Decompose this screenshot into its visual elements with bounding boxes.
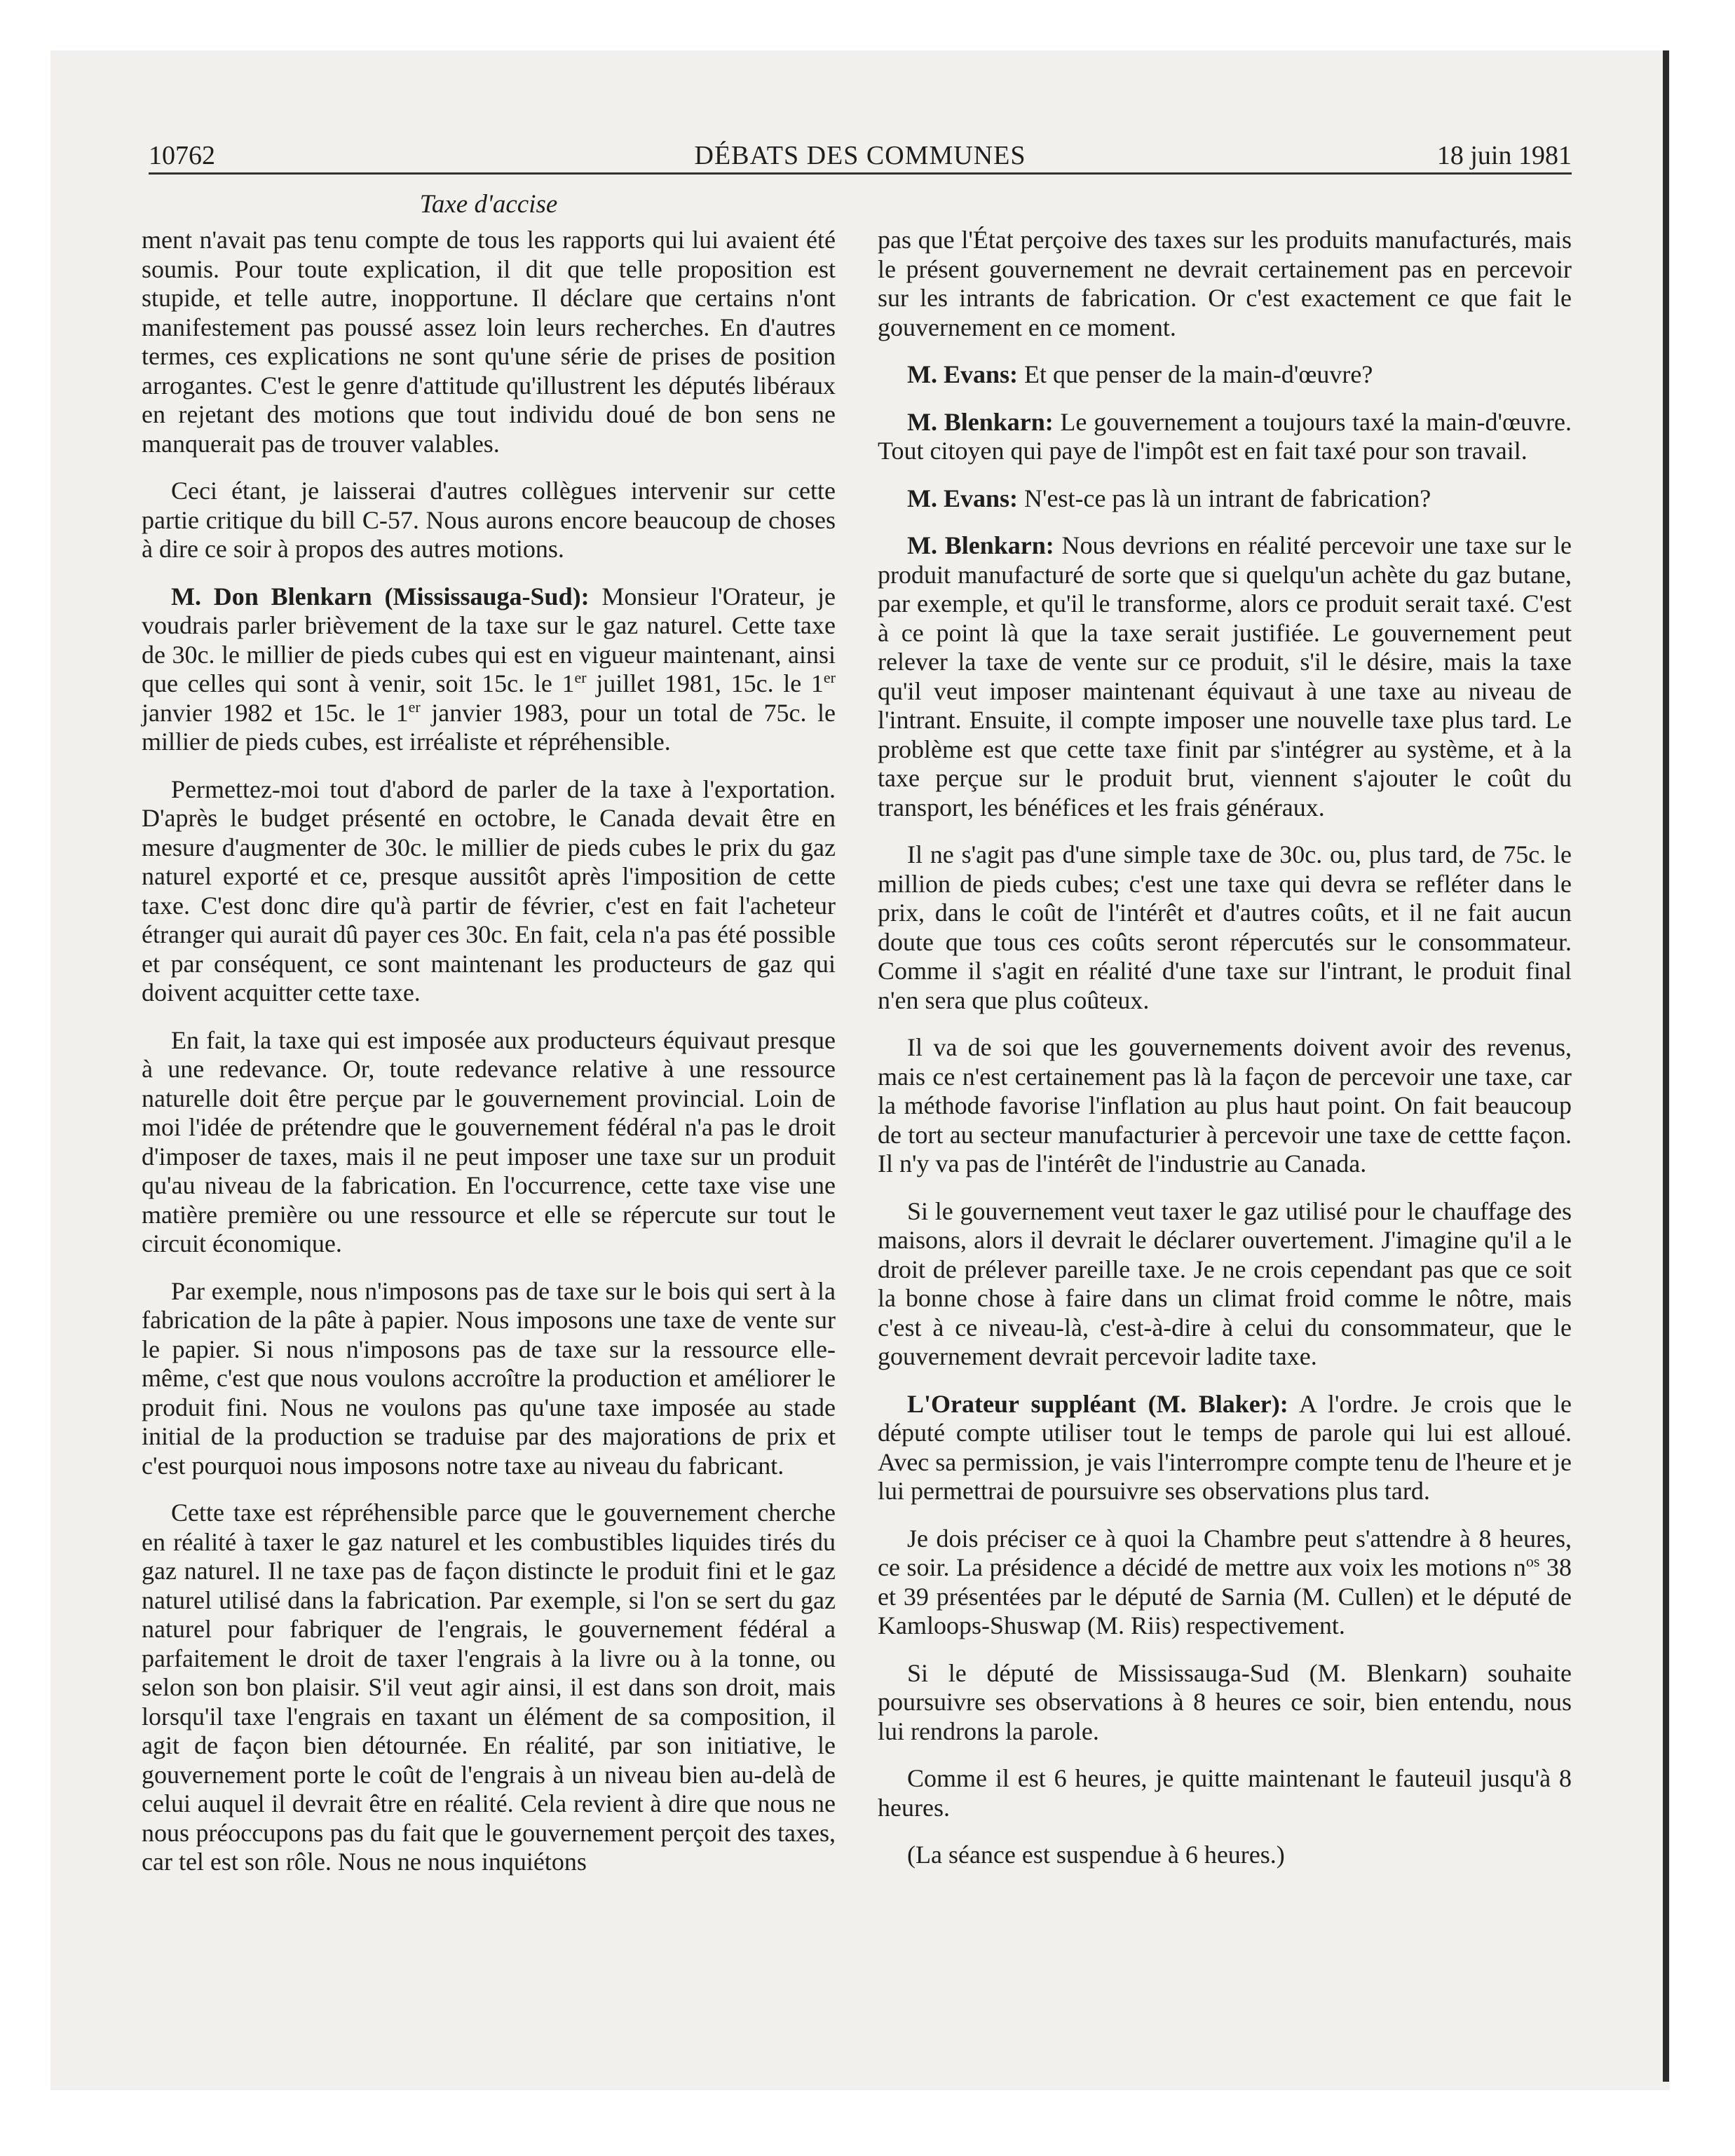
procedural-note: (La séance est suspendue à 6 heures.) [907, 1841, 1285, 1869]
paragraph: Il ne s'agit pas d'une simple taxe de 30c. ou, plus tard, de 75c. le million de pieds cubes; c'est une taxe qui devra se refléter dans le prix, dans le coût de l'intérêt et d'autres coûts, et il ne fait aucun doute que tous ces coûts seront répercutés sur le consommateur. Comme il s'agit en réalité d'une taxe sur l'intrant, le produit final n'en sera que plus coûteux. [878, 840, 1572, 1014]
speaker-name: M. Don Blenkarn (Mississauga-Sud): [171, 582, 590, 610]
speaker-name: M. Blenkarn: [907, 531, 1054, 559]
paragraph: Ceci étant, je laisserai d'autres collègues intervenir sur cette partie critique du bill C-57. Nous aurons encore beaucoup de choses à dire ce soir à propos des autres motions. [142, 477, 836, 563]
paragraph: Cette taxe est répréhensible parce que le gouvernement cherche en réalité à taxer le gaz naturel et les combustibles liquides tirés du gaz naturel. Il ne taxe pas de façon distincte le produit fini et le gaz naturel utilisé dans la fabrication. Par exemple, si l'on se sert du gaz naturel pour fabriquer de l'engrais, le gouvernement fédéral a parfaitement le droit de taxer l'engrais à la livre ou à la tonne, ou selon son bon plaisir. S'il veut agir ainsi, il est dans son droit, mais lorsqu'il taxe l'engrais en taxant un élément de sa composition, il agit de façon bien détournée. En réalité, par son initiative, le gouvernement porte le coût de l'engrais à un niveau bien au-delà de celui auquel il devrait être en réalité. Cela revient à dire que nous ne nous préoccupons pas du fait que le gouvernement perçoit des taxes, car tel est son rôle. Nous ne nous inquiétons [142, 1499, 836, 1876]
speech-paragraph: M. Don Blenkarn (Mississauga-Sud): Monsieur l'Orateur, je voudrais parler brièvement de la taxe sur le gaz naturel. Cette taxe de 30c. le millier de pieds cubes qui est en vigueur maintenant, ainsi que celles qui sont à venir, soit 15c. le 1er juillet 1981, 15c. le 1er janvier 1982 et 15c. le 1er janvier 1983, pour un total de 75c. le millier de pieds cubes, est irréaliste et répréhensible. [142, 582, 836, 756]
speech-paragraph: L'Orateur suppléant (M. Blaker): A l'ordre. Je crois que le député compte utiliser tout le temps de parole qui lui est alloué. Avec sa permission, je vais l'interrompre compte tenu de l'heure et je lui permettrai de poursuivre ses observations plus tard. [878, 1389, 1572, 1505]
paragraph: Par exemple, nous n'imposons pas de taxe sur le bois qui sert à la fabrication de la pâte à papier. Nous imposons une taxe de vente sur le papier. Si nous n'imposons pas de taxe sur la ressource elle-même, c'est que nous voulons accroître la production et améliorer le produit fini. Nous ne voulons pas qu'une taxe imposée au stade initial de la production se traduise par des majorations de prix et c'est pourquoi nous imposons notre taxe au niveau du fabricant. [142, 1276, 836, 1480]
paragraph: pas que l'État perçoive des taxes sur les produits manufacturés, mais le présent gouvernement ne devrait certainement pas en percevoir sur les intrants de fabrication. Or c'est exactement ce que fait le gouvernement en ce moment. [878, 226, 1572, 341]
paragraph: Si le gouvernement veut taxer le gaz utilisé pour le chauffage des maisons, alors il devrait le déclarer ouvertement. J'imagine qu'il a le droit de prélever pareille taxe. Je ne crois cependant pas que ce soit la bonne chose à faire dans un climat froid comme le nôtre, mais c'est à ce niveau-là, c'est-à-dire à celui du consommateur, que le gouvernement devrait percevoir ladite taxe. [878, 1196, 1572, 1370]
paragraph: Si le député de Mississauga-Sud (M. Blenkarn) souhaite poursuivre ses observations à 8 heures ce soir, bien entendu, nous lui rendrons la parole. [878, 1658, 1572, 1745]
speech-paragraph: M. Evans: N'est-ce pas là un intrant de fabrication? [907, 484, 1431, 512]
speaker-name: M. Evans: [907, 360, 1019, 388]
page-header [149, 140, 1572, 175]
paragraph: ment n'avait pas tenu compte de tous les rapports qui lui avaient été soumis. Pour toute explication, il dit que telle proposition est stupide, et telle autre, inopportune. Il déclare que certains n'ont manifestement pas poussé assez loin leurs recherches. En d'autres termes, ces explications ne sont qu'une série de prises de position arrogantes. C'est le genre d'attitude qu'illustrent les députés libéraux en rejetant des motions que tout individu doué de bon sens ne manquerait pas de trouver valables. [142, 226, 836, 458]
paragraph: Il va de soi que les gouvernements doivent avoir des revenus, mais ce n'est certainement pas là la façon de percevoir une taxe, car la méthode favorise l'inflation au plus haut point. On fait beaucoup de tort au secteur manufacturier à percevoir une taxe de cettte façon. Il n'y va pas de l'intérêt de l'industrie au Canada. [878, 1033, 1572, 1178]
paragraph: Je dois préciser ce à quoi la Chambre peut s'attendre à 8 heures, ce soir. La présidence a décidé de mettre aux voix les motions $n^{os}$ 38 et 39 présentées par le député de Sarnia (M. Cullen) et le député de Kamloops-Shuswap (M. Riis) respectivement. [878, 1524, 1572, 1639]
speech-paragraph: M. Blenkarn: Le gouvernement a toujours taxé la main-d'œuvre. Tout citoyen qui paye de l'impôt est en fait taxé pour son travail. [878, 407, 1572, 465]
left-column [142, 226, 836, 1895]
paragraph: Comme il est 6 heures, je quitte maintenant le fauteuil jusqu'à 8 heures. [878, 1764, 1572, 1822]
paragraph: En fait, la taxe qui est imposée aux producteurs équivaut presque à une redevance. Or, toute redevance relative à une ressource naturelle doit être perçue par le gouvernement provincial. Loin de moi l'idée de prétendre que le gouvernement fédéral n'a pas le droit d'imposer de taxes, mais il ne peut imposer une taxe sur un produit qu'au niveau de la fabrication. En l'occurrence, cette taxe vise une matière première ou une ressource et elle se répercute sur tout le circuit économique. [142, 1025, 836, 1257]
header-rule [149, 172, 1572, 175]
scan-edge-shadow [1663, 50, 1669, 2082]
section-title: Taxe d'accise [419, 190, 558, 219]
speaker-name: M. Evans: [907, 484, 1019, 512]
page-number: 10762 [149, 141, 215, 170]
page-date: 18 juin 1981 [1436, 141, 1572, 170]
right-column [878, 226, 1572, 1888]
speech-paragraph: M. Evans: Et que penser de la main-d'œuvre? [907, 360, 1373, 388]
speaker-name: M. Blenkarn: [907, 407, 1054, 436]
paragraph: Permettez-moi tout d'abord de parler de la taxe à l'exportation. D'après le budget présenté en octobre, le Canada devait être en mesure d'augmenter de 30c. le millier de pieds cubes le prix du gaz naturel exporté et ce, presque aussitôt après l'imposition de cette taxe. C'est donc dire qu'à partir de février, c'est en fait l'acheteur étranger qui aurait dû payer ces 30c. En fait, cela n'a pas été possible et par conséquent, ce sont maintenant les producteurs de gaz qui doivent acquitter cette taxe. [142, 775, 836, 1007]
publication-title: DÉBATS DES COMMUNES [694, 141, 1026, 170]
speech-paragraph: M. Blenkarn: Nous devrions en réalité percevoir une taxe sur le produit manufacturé de sorte que si quelqu'un achète du gaz butane, par exemple, et qu'il le transforme, alors ce produit serait taxé. C'est à ce point là que la taxe serait justifiée. Le gouvernement peut relever la taxe de vente sur ce produit, s'il le désire, mais la taxe qu'il veut imposer maintenant équivaut à une taxe au niveau de l'intrant. Ensuite, il compte imposer une nouvelle taxe plus tard. Le problème est que cette taxe finit par s'intégrer au système, et à la taxe perçue sur le produit brut, viennent s'ajouter le coût du transport, les bénéfices et les frais généraux. [878, 531, 1572, 821]
speaker-name: L'Orateur suppléant (M. Blaker): [907, 1389, 1288, 1418]
